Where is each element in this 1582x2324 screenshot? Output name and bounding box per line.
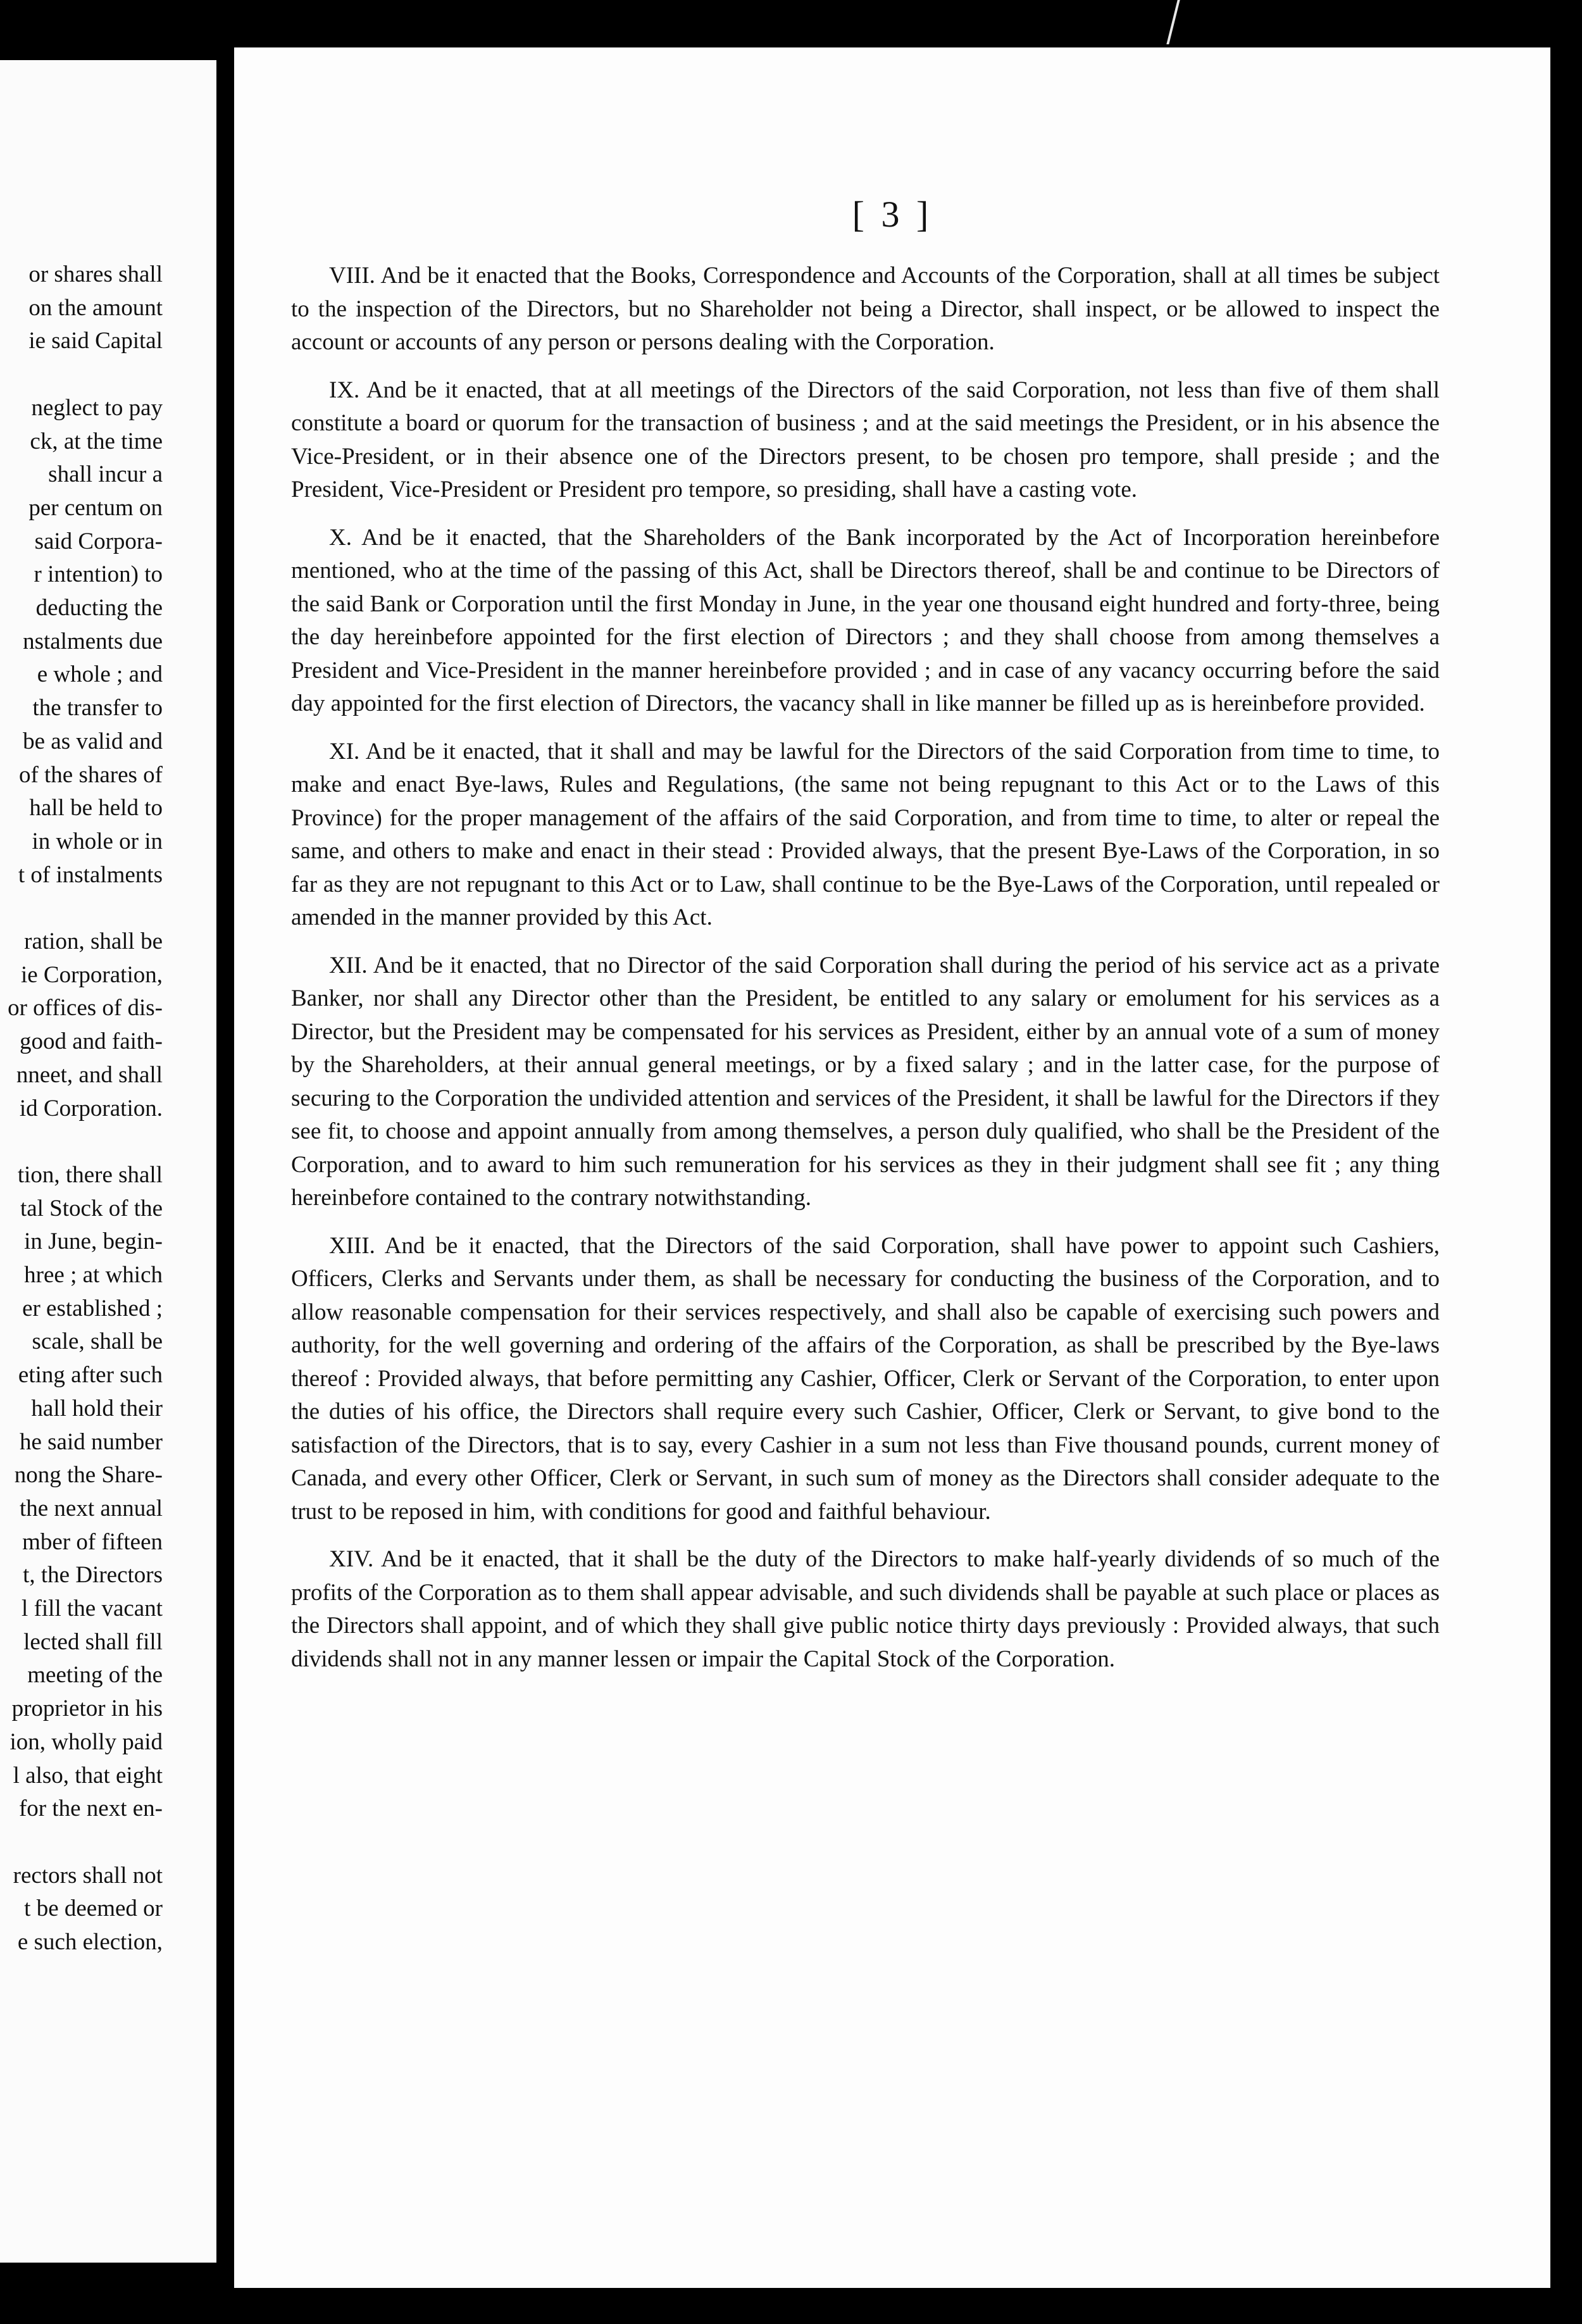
- facing-page-line: e such election,: [17, 1929, 163, 1955]
- facing-page-fragment: [0, 60, 216, 2263]
- facing-page-line: ration, shall be: [24, 928, 163, 954]
- page-number: [ 3 ]: [852, 194, 933, 235]
- facing-page-line: id Corporation.: [19, 1095, 163, 1121]
- facing-page-line: for the next en-: [18, 1796, 163, 1822]
- facing-page-line: t, the Directors: [23, 1562, 163, 1589]
- facing-page-line: hree ; at which: [24, 1262, 163, 1288]
- page-body: [291, 259, 1440, 1676]
- facing-page-line: ck, at the time: [30, 428, 163, 454]
- facing-page-line: l also, that eight: [13, 1762, 163, 1789]
- facing-page-line: hall be held to: [29, 795, 163, 822]
- facing-page-line: proprietor in his: [11, 1696, 163, 1722]
- facing-page-line: on the amount: [28, 294, 163, 321]
- document-page: [234, 47, 1550, 2288]
- facing-page-line: he said number: [19, 1428, 163, 1455]
- facing-page-line: be as valid and: [23, 728, 163, 754]
- facing-page-line: in whole or in: [32, 828, 163, 854]
- section-ix: IX. And be it enacted, that at all meetings of the Directors of the said Corporation, not less than five of them shall constitute a board or quorum for the transaction of business ; and at the said meetings the President, or in his absence the Vice-President, or in their absence one of the Directors present, to be chosen pro tempore, shall preside ; and the President, Vice-President or President pro tempore, so presiding, shall have a casting vote.: [291, 377, 1440, 503]
- facing-page-line: lected shall fill: [23, 1628, 163, 1655]
- facing-page-line: said Corpora-: [34, 528, 163, 554]
- facing-page-line: the next annual: [19, 1495, 163, 1521]
- facing-page-line: meeting of the: [27, 1662, 163, 1689]
- facing-page-line: nstalments due: [23, 628, 163, 654]
- facing-page-line: eting after such: [18, 1362, 163, 1389]
- section-xii: XII. And be it enacted, that no Director of the said Corporation shall during the period of his service act as a private Banker, nor shall any Director other than the President, be entitled to any salary or emolument for his services as a Director, but the President may be compensated for his services as President, either by an annual vote of a sum of money by the Shareholders, at their annual general meetings, or by a fixed salary ; and in the latter case, for the purpose of securing to the Corporation the undivided attention and services of the President, it shall be lawful for the Directors if they see fit, to choose and appoint annually from among themselves, a person duly qualified, who shall be the President of the Corporation, and to award to him such remuneration for his services as they in their judgment shall see fit ; any thing hereinbefore contained to the contrary notwithstanding.: [291, 952, 1440, 1211]
- facing-page-line: e whole ; and: [37, 661, 163, 688]
- facing-page-line: ie Corporation,: [20, 961, 163, 988]
- section-xiv: XIV. And be it enacted, that it shall be the duty of the Directors to make half-yearly dividends of so much of the profits of the Corporation as to them shall appear advisable, and such dividends shall be payable at such place or places as the Directors shall appoint, and of which they shall give public notice thirty days previously : Provided always, that such dividends shall not in any manner lessen or impair the Capital Stock of the Corporation.: [291, 1546, 1440, 1672]
- facing-page-line: neglect to pay: [31, 394, 163, 421]
- section-x: X. And be it enacted, that the Shareholders of the Bank incorporated by the Act of Incorporation hereinbefore mentioned, who at the time of the passing of this Act, shall be Directors thereof, shall be and continue to be Directors of the said Bank or Corporation until the first Monday in June, in the year one thousand eight hundred and forty-three, being the day hereinbefore appointed for the first election of Directors ; and they shall choose from among themselves a President and Vice-President in the manner hereinbefore provided ; and in case of any vacancy occurring before the said day appointed for the first election of Directors, the vacancy shall in like manner be filled up as is hereinbefore provided.: [291, 524, 1440, 716]
- facing-page-line: ie said Capital: [28, 328, 163, 354]
- facing-page-line: of the shares of: [18, 761, 163, 788]
- facing-page-line: nong the Share-: [14, 1462, 163, 1489]
- facing-page-line: tion, there shall: [17, 1161, 163, 1188]
- facing-page-line: rectors shall not: [13, 1862, 163, 1889]
- facing-page-line: mber of fifteen: [22, 1528, 163, 1555]
- facing-page-line: l fill the vacant: [22, 1596, 163, 1621]
- facing-page-line: ion, wholly paid: [9, 1728, 163, 1755]
- facing-page-line: hall hold their: [31, 1395, 163, 1421]
- facing-page-line: or offices of dis-: [8, 995, 163, 1021]
- pen-mark: [1166, 0, 1188, 44]
- facing-page-line: the transfer to: [32, 695, 163, 722]
- facing-page-line: good and faith-: [19, 1028, 163, 1055]
- facing-page-line: per centum on: [28, 494, 163, 521]
- facing-page-line: or shares shall: [28, 261, 163, 287]
- section-xiii: XIII. And be it enacted, that the Directors of the said Corporation, shall have power to appoint such Cashiers, Officers, Clerks and Servants under them, as shall be necessary for conducting the business of the Corporation, and to allow reasonable compensation for their services respectively, and shall also be capable of exercising such powers and authority, for the well governing and ordering of the affairs of the Corporation, as shall be prescribed by the Bye-laws thereof : Provided always, that before permitting any Cashier, Officer, Clerk or Servant of the Corporation, to enter upon the duties of his office, the Directors shall require every such Cashier, Officer, Clerk or Servant, to give bond to the satisfaction of the Directors, that is to say, every Cashier in a sum not less than Five thousand pounds, current money of Canada, and every other Officer, Clerk or Servant, in such sum of money as the Directors shall consider adequate to the trust to be reposed in him, with conditions for good and faithful behaviour.: [291, 1232, 1440, 1525]
- facing-page-line: deducting the: [35, 595, 163, 621]
- facing-page-line: r intention) to: [34, 561, 163, 588]
- facing-page-line: t be deemed or: [24, 1896, 163, 1922]
- facing-page-line: nneet, and shall: [16, 1061, 163, 1088]
- facing-page-line: shall incur a: [48, 461, 163, 488]
- facing-page-line: er established ;: [22, 1295, 163, 1321]
- section-xi: XI. And be it enacted, that it shall and may be lawful for the Directors of the said Corporation from time to time, to make and enact Bye-laws, Rules and Regulations, (the same not being repugnant to this Act or to the Laws of this Province) for the proper management of the affairs of the said Corporation, and from time to time, to alter or repeal the same, and others to make and enact in their stead : Provided always, that the present Bye-Laws of the Corporation, in so far as they are not repugnant to this Act or to Law, shall continue to be the Bye-Laws of the Corporation, until repealed or amended in the manner provided by this Act.: [291, 738, 1440, 930]
- facing-page-line: tal Stock of the: [20, 1195, 163, 1221]
- section-viii: VIII. And be it enacted that the Books, Correspondence and Accounts of the Corporation, shall at all times be subject to the inspection of the Directors, but no Shareholder not being a Director, shall inspect, or be allowed to inspect the account or accounts of any person or persons dealing with the Corporation.: [291, 263, 1440, 355]
- facing-page-line: in June, begin-: [24, 1228, 163, 1255]
- facing-page-line: t of instalments: [18, 861, 163, 888]
- facing-page-line: scale, shall be: [32, 1328, 163, 1355]
